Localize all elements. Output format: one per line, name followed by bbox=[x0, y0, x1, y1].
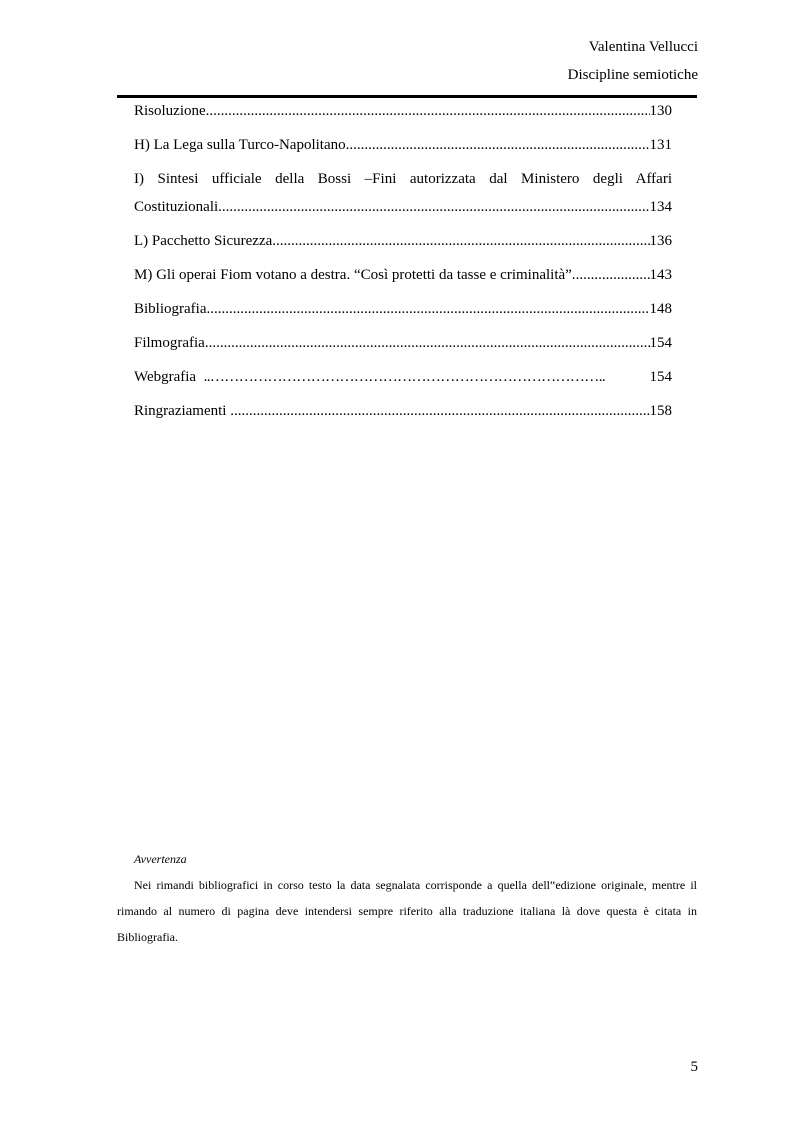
toc-entry-title: Ringraziamenti bbox=[134, 403, 231, 419]
toc-leader bbox=[218, 197, 649, 217]
toc-entry-page: 154 bbox=[649, 369, 672, 385]
notice-body: Nei rimandi bibliografici in corso testo la data segnalata corrisponde a quella dell‟edizione originale, mentre il rimando al numero di pagina deve intendersi sempre riferito alla traduzione italiana là dove questa è citata in Bibliografia. bbox=[117, 878, 697, 944]
toc-leader bbox=[272, 231, 649, 251]
toc-entry-pacchetto-sicurezza[interactable] bbox=[134, 231, 672, 251]
toc-entry-title: Filmografia bbox=[134, 335, 205, 351]
toc-leader bbox=[576, 265, 650, 285]
toc-leader bbox=[205, 333, 650, 353]
toc-entry-page: 158 bbox=[649, 403, 672, 419]
toc-entry-title: Risoluzione bbox=[134, 103, 206, 119]
notice-label: Avvertenza bbox=[134, 852, 187, 866]
toc-entry-filmografia[interactable] bbox=[134, 333, 672, 353]
toc-leader bbox=[206, 299, 649, 319]
toc-entry-sintesi-bossi-fini[interactable] bbox=[134, 169, 672, 217]
toc-leader bbox=[346, 135, 650, 155]
header-author: Valentina Vellucci bbox=[588, 39, 698, 55]
toc-entry-title-line1: I) Sintesi ufficiale della Bossi –Fini autorizzata dal Ministero degli Affari bbox=[134, 171, 672, 187]
toc-entry-page: 143 bbox=[649, 267, 672, 283]
page-number: 5 bbox=[690, 1059, 698, 1075]
toc-entry-title: Costituzionali bbox=[134, 199, 219, 215]
table-of-contents bbox=[134, 101, 672, 421]
toc-leader bbox=[206, 101, 650, 121]
toc-entry-lega-turco-napolitano[interactable] bbox=[134, 135, 672, 155]
toc-leader-ellipsis: ..……………………………………………………………………….. bbox=[203, 369, 605, 385]
toc-entry-page: 134 bbox=[649, 199, 672, 215]
toc-entry-risoluzione[interactable] bbox=[134, 101, 672, 121]
toc-entry-title: H) La Lega sulla Turco-Napolitano bbox=[134, 137, 346, 153]
toc-leader bbox=[230, 401, 649, 421]
toc-entry-webgrafia[interactable] bbox=[134, 367, 672, 387]
toc-entry-title: L) Pacchetto Sicurezza bbox=[134, 233, 273, 249]
toc-entry-page: 130 bbox=[649, 103, 672, 119]
header-divider bbox=[117, 95, 697, 98]
toc-entry-operai-fiom[interactable] bbox=[134, 265, 672, 285]
toc-entry-title: Bibliografia bbox=[134, 301, 207, 317]
toc-entry-page: 136 bbox=[649, 233, 672, 249]
header-subtitle: Discipline semiotiche bbox=[567, 67, 698, 83]
toc-entry-title: Webgrafia bbox=[134, 369, 204, 385]
toc-entry-ringraziamenti[interactable] bbox=[134, 401, 672, 421]
toc-entry-title: M) Gli operai Fiom votano a destra. “Così protetti da tasse e criminalità”. bbox=[134, 267, 576, 283]
notice-section bbox=[117, 850, 697, 950]
toc-entry-bibliografia[interactable] bbox=[134, 299, 672, 319]
toc-entry-page: 131 bbox=[649, 137, 672, 153]
toc-entry-page: 154 bbox=[649, 335, 672, 351]
toc-entry-page: 148 bbox=[649, 301, 672, 317]
